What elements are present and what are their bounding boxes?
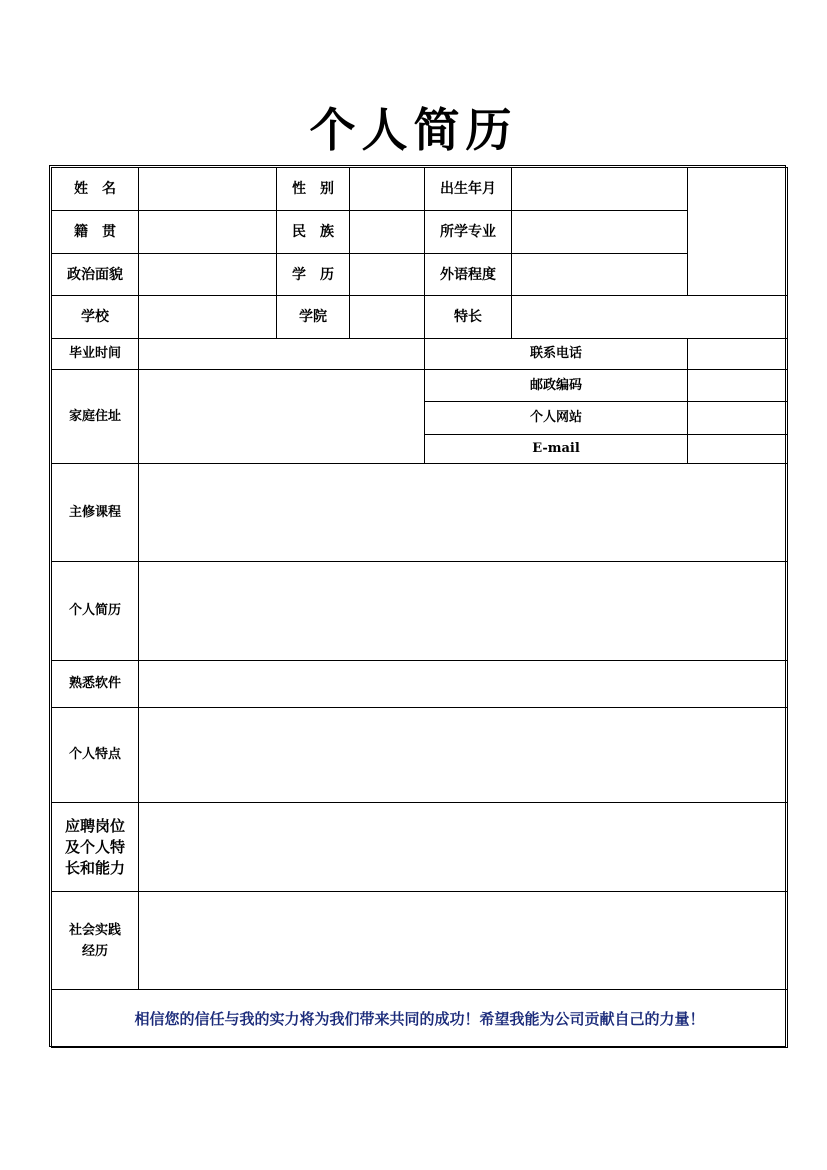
label-college: 学院 <box>277 296 350 339</box>
label-school: 学校 <box>52 296 139 339</box>
postal-code-field[interactable] <box>688 370 788 402</box>
page-title: 个人简历 <box>309 103 518 157</box>
label-phone-text: 联系电话 <box>529 346 582 361</box>
label-practice-line1: 社会实践 <box>68 922 121 938</box>
label-graduation-time: 毕业时间 <box>52 339 139 370</box>
label-resume: 个人简历 <box>52 562 139 661</box>
traits-field[interactable] <box>139 708 788 803</box>
label-position-line1: 应聘岗位 <box>64 816 125 835</box>
graduation-time-field[interactable] <box>139 339 425 370</box>
label-political-status: 政治面貌 <box>52 254 139 296</box>
phone-field[interactable] <box>688 339 788 370</box>
label-name: 姓 名 <box>52 168 139 211</box>
label-specialty: 特长 <box>425 296 512 339</box>
label-home-address: 家庭住址 <box>52 370 139 464</box>
ethnicity-field[interactable] <box>350 211 425 254</box>
photo-area[interactable] <box>688 168 788 296</box>
software-field[interactable] <box>139 661 788 708</box>
label-phone <box>425 339 688 370</box>
major-field[interactable] <box>512 211 688 254</box>
label-practice <box>52 892 139 990</box>
resume-table <box>51 167 788 1048</box>
label-native-place: 籍 贯 <box>52 211 139 254</box>
position-field[interactable] <box>139 803 788 892</box>
native-place-field[interactable] <box>139 211 277 254</box>
gender-field[interactable] <box>350 168 425 211</box>
label-position <box>52 803 139 892</box>
label-website: 个人网站 <box>425 402 688 435</box>
label-gender: 性 别 <box>277 168 350 211</box>
education-field[interactable] <box>350 254 425 296</box>
practice-field[interactable] <box>139 892 788 990</box>
label-software: 熟悉软件 <box>52 661 139 708</box>
home-address-field[interactable] <box>139 370 425 464</box>
name-field[interactable] <box>139 168 277 211</box>
label-email: E-mail <box>425 435 688 464</box>
label-foreign-language: 外语程度 <box>425 254 512 296</box>
birth-field[interactable] <box>512 168 688 211</box>
label-ethnicity: 民 族 <box>277 211 350 254</box>
college-field[interactable] <box>350 296 425 339</box>
label-practice-line2: 经历 <box>81 943 108 959</box>
label-postal-code: 邮政编码 <box>425 370 688 402</box>
label-position-line2: 及个人特 <box>64 837 125 856</box>
main-courses-field[interactable] <box>139 464 788 562</box>
label-birth: 出生年月 <box>425 168 512 211</box>
email-field[interactable] <box>688 435 788 464</box>
label-education: 学 历 <box>277 254 350 296</box>
school-field[interactable] <box>139 296 277 339</box>
resume-field[interactable] <box>139 562 788 661</box>
specialty-field[interactable] <box>512 296 788 339</box>
foreign-language-field[interactable] <box>512 254 688 296</box>
label-major: 所学专业 <box>425 211 512 254</box>
label-main-courses: 主修课程 <box>52 464 139 562</box>
label-position-line3: 长和能力 <box>64 858 125 877</box>
website-field[interactable] <box>688 402 788 435</box>
footer-statement: 相信您的信任与我的实力将为我们带来共同的成功！希望我能为公司贡献自己的力量！ <box>52 990 788 1048</box>
political-status-field[interactable] <box>139 254 277 296</box>
label-traits: 个人特点 <box>52 708 139 803</box>
